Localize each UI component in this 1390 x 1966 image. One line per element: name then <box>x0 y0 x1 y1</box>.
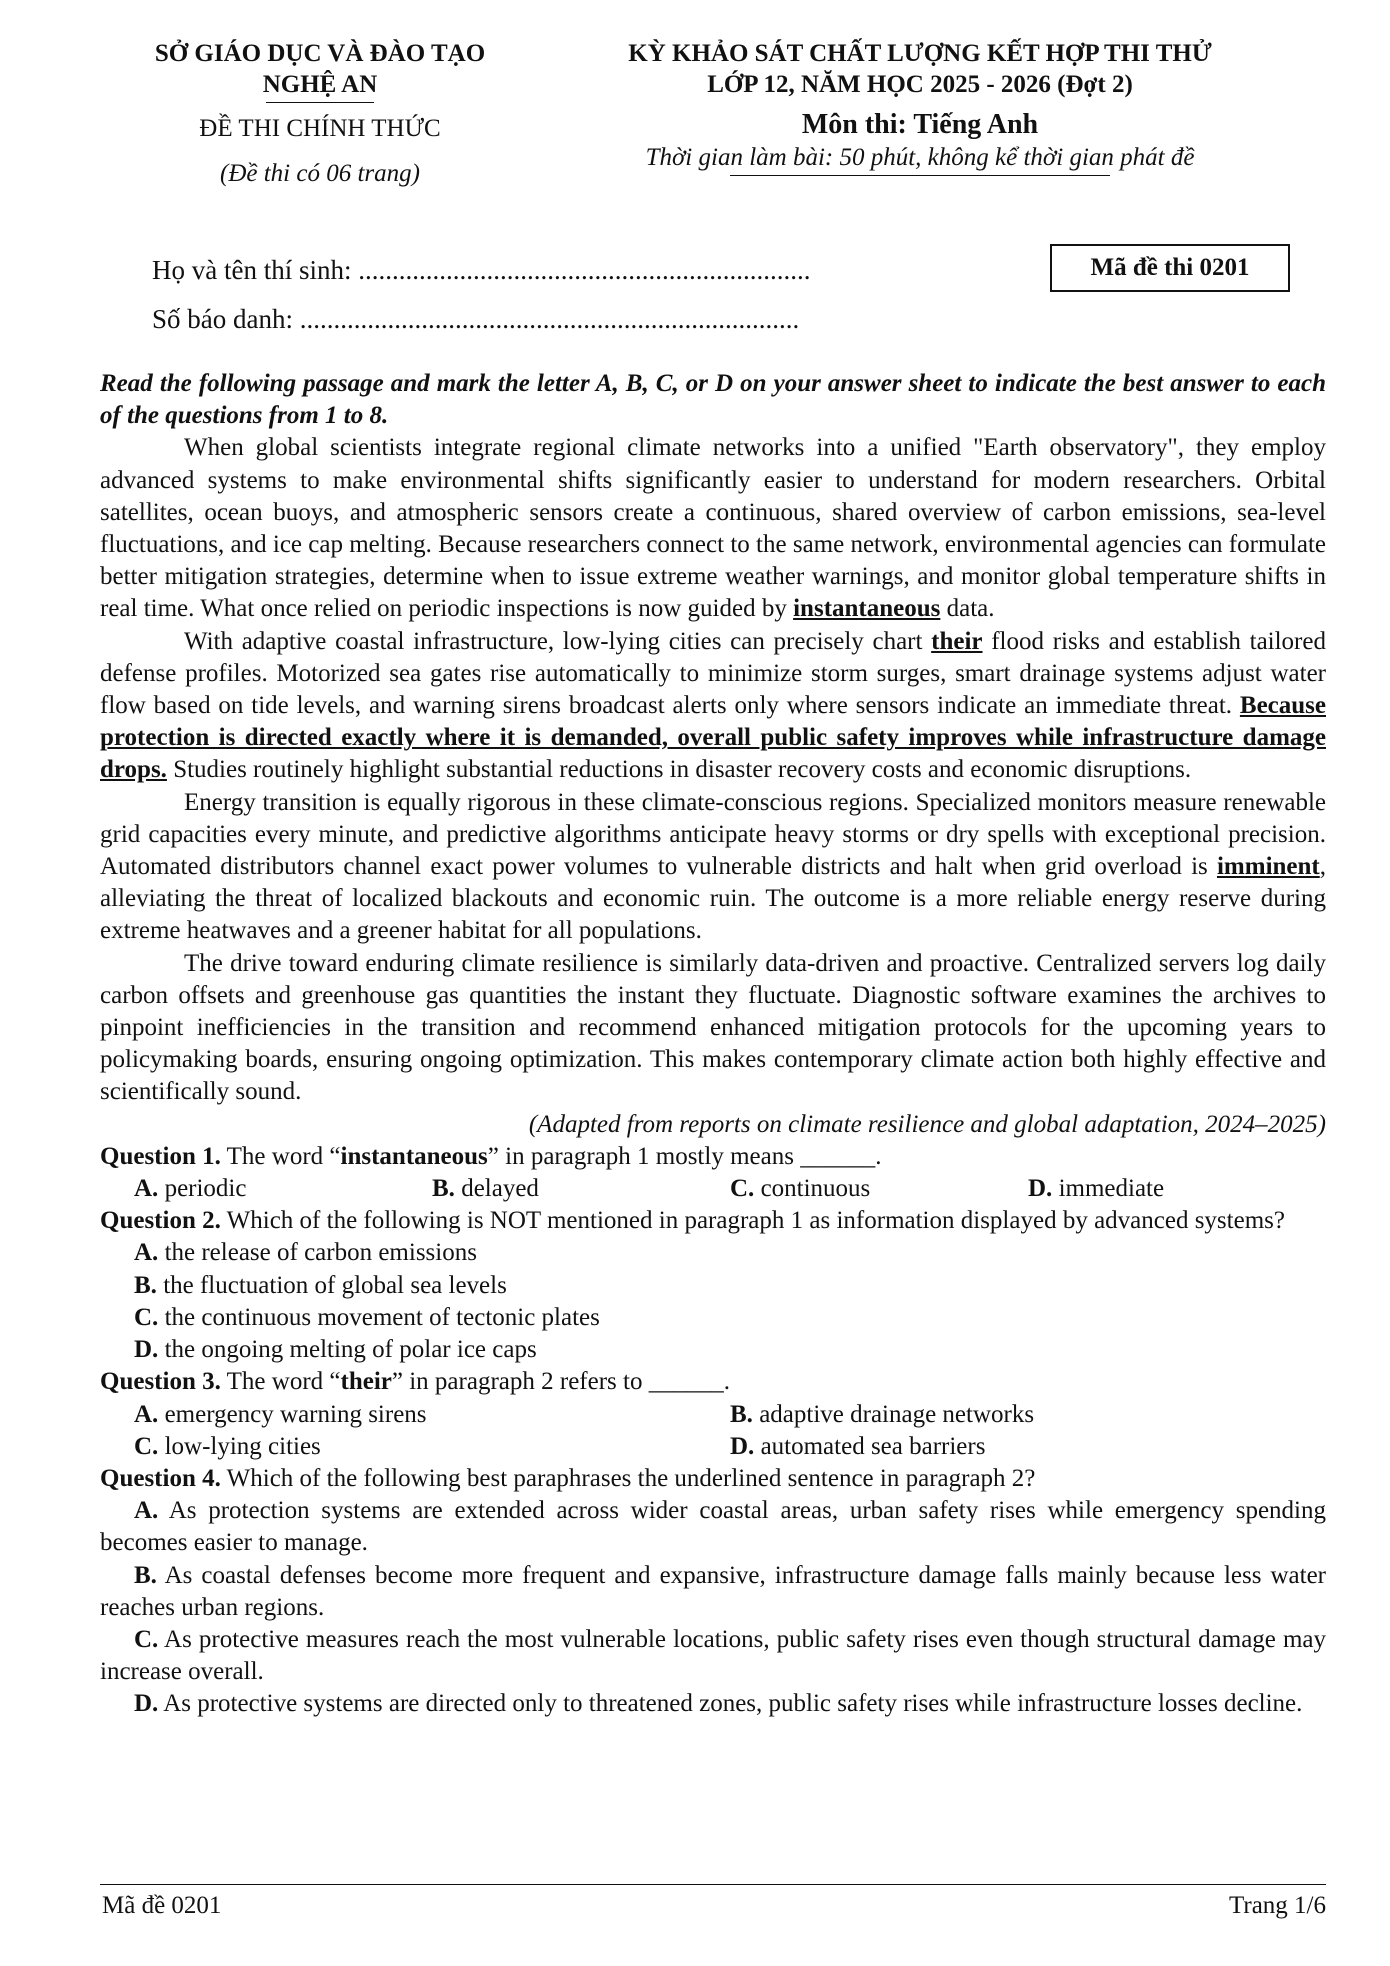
duration-divider <box>730 175 1110 176</box>
option-c[interactable] <box>100 1302 1326 1334</box>
option-a[interactable] <box>134 1173 432 1205</box>
option-text: delayed <box>461 1175 539 1203</box>
option-d[interactable] <box>100 1688 1326 1720</box>
option-text: low-lying cities <box>164 1432 321 1460</box>
underlined-sentence: Because protection is directed exactly where it is demanded, overall public safety improves while infrastructure damage drops. <box>100 692 1326 784</box>
passage-paragraph-1 <box>100 432 1326 625</box>
option-letter: B. <box>432 1175 455 1203</box>
option-c[interactable] <box>730 1173 1028 1205</box>
option-text: the continuous movement of tectonic plates <box>164 1303 600 1331</box>
option-letter: C. <box>134 1625 159 1653</box>
department-name: SỞ GIÁO DỤC VÀ ĐÀO TẠO <box>154 40 486 67</box>
option-b[interactable] <box>730 1399 1326 1431</box>
passage-paragraph-3 <box>100 787 1326 948</box>
passage-paragraph-2 <box>100 626 1326 787</box>
passage-text: , alleviating the threat of localized blackouts and economic ruin. The outcome is a more reliable energy reserve during extreme heatwaves and a greener habitat for all populations. <box>100 853 1326 945</box>
option-text: As protective systems are directed only to threatened zones, public safety rises while infrastructure losses decline. <box>163 1690 1303 1718</box>
option-letter: A. <box>134 1497 159 1525</box>
option-letter: B. <box>730 1400 753 1428</box>
candidate-id-field: Số báo danh: .......................................................................... <box>152 304 800 334</box>
option-text: As protective measures reach the most vulnerable locations, public safety rises even though structural damage may increase overall. <box>100 1625 1327 1686</box>
option-letter: B. <box>134 1561 157 1589</box>
option-a[interactable] <box>134 1399 730 1431</box>
option-b[interactable] <box>432 1173 730 1205</box>
option-text: automated sea barriers <box>760 1432 986 1460</box>
header-left <box>110 38 530 189</box>
option-c[interactable] <box>100 1624 1326 1688</box>
question-text: Which of the following best paraphrases the underlined sentence in paragraph 2? <box>220 1464 1036 1492</box>
option-letter: A. <box>134 1400 159 1428</box>
question-number: Question 3. <box>100 1368 221 1396</box>
option-text: the ongoing melting of polar ice caps <box>164 1336 537 1364</box>
option-text: As protection systems are extended across wider coastal areas, urban safety rises while emergency spending becomes easier to manage. <box>100 1497 1327 1557</box>
exam-body <box>100 368 1326 1721</box>
option-text: the release of carbon emissions <box>164 1239 477 1267</box>
option-letter: D. <box>1028 1175 1053 1203</box>
passage-text: When global scientists integrate regional climate networks into a unified "Earth observatory", they employ advanced systems to make environmental shifts significantly easier to understand for modern researchers. Orbital satellites, ocean buoys, and atmospheric sensors create a continuous, shared overview of carbon emissions, sea-level fluctuations, and ice cap melting. Because researchers connect to the same network, environmental agencies can formulate better mitigation strategies, determine when to issue extreme weather warnings, and monitor global temperature shifts in real time. What once relied on periodic inspections is now guided by <box>100 434 1326 623</box>
instruction: Read the following passage and mark the letter A, B, C, or D on your answer sheet to indicate the best answer to each of the questions from 1 to 8. <box>100 370 1326 430</box>
option-text: As coastal defenses become more frequent and expansive, infrastructure damage falls mainly because less water reaches urban regions. <box>100 1561 1326 1621</box>
option-letter: C. <box>730 1175 755 1203</box>
option-text: immediate <box>1058 1175 1165 1203</box>
department-province: NGHỆ AN <box>262 71 378 98</box>
option-letter: C. <box>134 1432 159 1460</box>
question-number: Question 1. <box>100 1142 221 1170</box>
question-4 <box>100 1463 1326 1495</box>
option-b[interactable] <box>100 1270 1326 1302</box>
passage-source: (Adapted from reports on climate resilience and global adaptation, 2024–2025) <box>528 1110 1326 1138</box>
option-letter: A. <box>134 1175 159 1203</box>
option-d[interactable] <box>1028 1173 1326 1205</box>
highlighted-word-their: their <box>931 627 983 655</box>
option-letter: D. <box>134 1690 159 1718</box>
footer-page-number: Trang 1/6 <box>1228 1892 1326 1919</box>
question-1 <box>100 1141 1326 1173</box>
option-b[interactable] <box>100 1560 1326 1624</box>
exam-subject: Môn thi: Tiếng Anh <box>801 109 1039 140</box>
exam-duration: Thời gian làm bài: 50 phút, không kể thời gian phát đề <box>645 144 1195 171</box>
option-letter: B. <box>134 1271 157 1299</box>
option-text: emergency warning sirens <box>164 1400 427 1428</box>
header-divider <box>266 102 374 103</box>
passage-text: Energy transition is equally rigorous in these climate-conscious regions. Specialized monitors measure renewable grid capacities every minute, and predictive algorithms anticipate heavy storms or dry spells with exceptional precision. Automated distributors channel exact power volumes to vulnerable districts and halt when grid overload is <box>100 788 1326 881</box>
highlighted-word-imminent: imminent <box>1216 853 1320 881</box>
question-number: Question 2. <box>100 1207 221 1235</box>
question-1-options <box>100 1173 1326 1205</box>
option-c[interactable] <box>134 1431 730 1463</box>
question-keyword: instantaneous <box>340 1142 488 1170</box>
passage-text: With adaptive coastal infrastructure, low-lying cities can precisely chart <box>184 627 932 655</box>
question-3-options-row-1 <box>100 1399 1326 1431</box>
question-text: The word “ <box>220 1142 341 1170</box>
question-2 <box>100 1205 1326 1237</box>
option-letter: D. <box>730 1432 755 1460</box>
question-text: Which of the following is NOT mentioned in paragraph 1 as information displayed by advanced systems? <box>220 1207 1285 1235</box>
page-count-note: (Đề thi có 06 trang) <box>220 160 420 187</box>
option-text: periodic <box>164 1175 247 1203</box>
question-text: ” in paragraph 1 mostly means ______. <box>487 1142 882 1170</box>
question-number: Question 4. <box>100 1464 221 1492</box>
highlighted-word-instantaneous: instantaneous <box>793 595 941 623</box>
question-3 <box>100 1366 1326 1398</box>
exam-title: KỲ KHẢO SÁT CHẤT LƯỢNG KẾT HỢP THI THỬ <box>628 40 1212 67</box>
question-text: ” in paragraph 2 refers to ______. <box>391 1368 730 1396</box>
passage-paragraph-4: The drive toward enduring climate resilience is similarly data-driven and proactive. Centralized servers log daily carbon offsets and greenhouse gas quantities the instant they fluctuate. Diagnostic software examines the archives to pinpoint inefficiencies in the transition and recommend enhanced mitigation protocols for the upcoming years to policymaking boards, ensuring ongoing optimization. This makes contemporary climate action both highly effective and scientifically sound. <box>100 949 1326 1106</box>
option-letter: A. <box>134 1239 159 1267</box>
exam-subtitle: LỚP 12, NĂM HỌC 2025 - 2026 (Đợt 2) <box>707 71 1133 98</box>
passage-text: data. <box>940 595 995 623</box>
candidate-name-field: Họ và tên thí sinh: ................................................................... <box>152 255 811 285</box>
option-a[interactable] <box>100 1495 1326 1559</box>
option-letter: D. <box>134 1336 159 1364</box>
header-right <box>540 38 1300 176</box>
footer-divider <box>100 1884 1326 1885</box>
question-text: The word “ <box>220 1368 341 1396</box>
passage-text: flood risks and establish tailored defense profiles. Motorized sea gates rise automatically to minimize storm surges, smart drainage systems adjust water flow based on tide levels, and warning sirens broadcast alerts only where sensors indicate an immediate threat. <box>100 627 1326 720</box>
option-text: continuous <box>760 1175 871 1203</box>
footer-exam-code: Mã đề 0201 <box>102 1892 222 1919</box>
option-d[interactable] <box>100 1334 1326 1366</box>
passage-text: Studies routinely highlight substantial reductions in disaster recovery costs and economic disruptions. <box>166 756 1192 784</box>
exam-code-box: Mã đề thi 0201 <box>1050 244 1290 292</box>
option-text: the fluctuation of global sea levels <box>163 1271 507 1299</box>
option-letter: C. <box>134 1303 159 1331</box>
option-a[interactable] <box>100 1237 1326 1269</box>
official-label: ĐỀ THI CHÍNH THỨC <box>199 115 441 142</box>
question-3-options-row-2 <box>100 1431 1326 1463</box>
question-keyword: their <box>340 1368 392 1396</box>
option-text: adaptive drainage networks <box>759 1400 1035 1428</box>
option-d[interactable] <box>730 1431 1326 1463</box>
